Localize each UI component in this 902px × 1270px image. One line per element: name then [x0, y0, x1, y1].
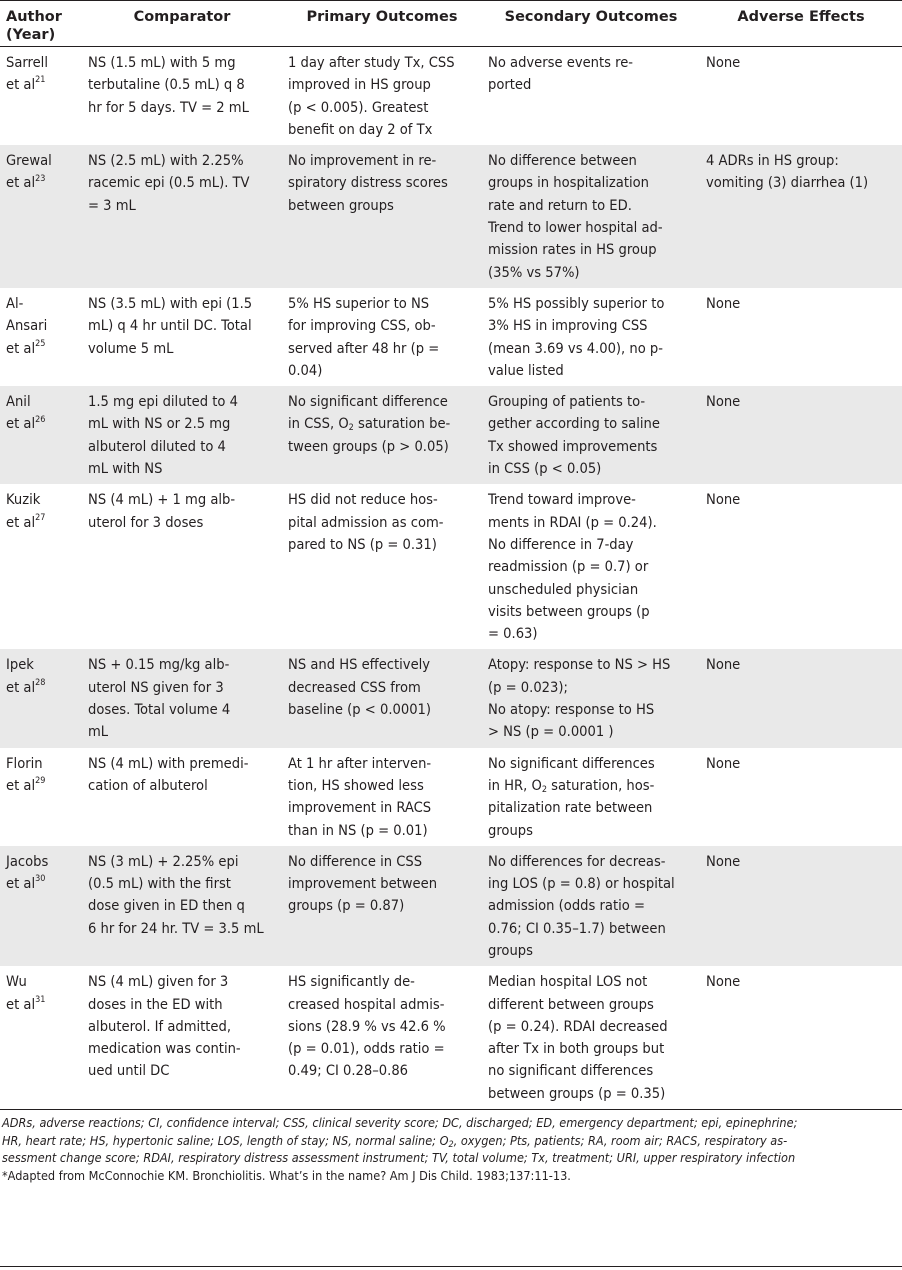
secondary-line: value listed [488, 361, 564, 379]
cell-secondary [482, 649, 700, 747]
table-body [0, 47, 902, 1110]
header-secondary-outcomes: Secondary Outcomes [504, 9, 678, 25]
comparator-line: mL) q 4 hr until DC. Total [88, 317, 252, 335]
reference-number: 30 [35, 874, 46, 885]
primary-line: spiratory distress scores [288, 174, 448, 192]
secondary-line: groups in hospitalization [488, 174, 650, 192]
table-row [0, 846, 902, 966]
cell-secondary [482, 386, 700, 484]
author-line: et $al^{25}$ [6, 338, 46, 357]
comparator-line: volume 5 mL [88, 339, 174, 357]
comparator-line: albuterol diluted to 4 [88, 437, 226, 455]
secondary-line: gether according to saline [488, 415, 660, 433]
header-author [0, 1, 82, 47]
author-line: et $al^{26}$ [6, 414, 46, 433]
reference-number: 27 [35, 512, 46, 523]
adverse-line: None [706, 54, 741, 71]
author-line: Florin [6, 754, 43, 772]
reference-number: 23 [35, 173, 46, 184]
author-line: Grewal [6, 152, 52, 170]
table-row [0, 145, 902, 288]
reference-number: 21 [35, 75, 46, 86]
abbreviation-line: HR, heart rate; HS, hypertonic saline; LOS, length of stay; NS, normal saline; $O_2$, oxygen; Pts, patients; RA, room air; RACS, respiratory as- [2, 1132, 788, 1150]
comparator-line: NS (4 mL) + 1 mg alb- [88, 491, 236, 509]
cell-comparator [82, 47, 282, 146]
cell-comparator [82, 288, 282, 386]
author-line: Al- [6, 294, 24, 312]
primary-line: baseline (p < 0.0001) [288, 701, 432, 719]
comparator-line: 6 hr for 24 hr. TV = 3.5 mL [88, 919, 264, 937]
cell-author [0, 47, 82, 146]
table-header [0, 1, 902, 47]
comparator-line: = 3 mL [88, 196, 136, 214]
comparator-line: ued until DC [88, 1062, 170, 1080]
comparator-line: NS (4 mL) given for 3 [88, 973, 229, 991]
secondary-line: unscheduled physician [488, 580, 639, 598]
author-line: Ansari [6, 317, 48, 335]
author-line: Sarrell [6, 54, 48, 71]
adverse-line: None [706, 656, 741, 674]
table-footnote [0, 1110, 902, 1184]
secondary-line: No difference between [488, 152, 637, 170]
secondary-line: Tx showed improvements [488, 437, 658, 455]
primary-line: served after 48 hr (p = [288, 339, 440, 357]
secondary-line: ported [488, 76, 532, 94]
comparator-line: NS (4 mL) with premedi- [88, 754, 249, 772]
comparator-line: uterol for 3 doses [88, 513, 204, 531]
reference-number: 26 [35, 414, 46, 425]
cell-primary [282, 649, 482, 747]
comparator-line: mL with NS [88, 460, 163, 478]
author-line: Kuzik [6, 491, 41, 509]
comparator-line: NS (3 mL) + 2.25% epi [88, 852, 239, 870]
comparator-line: mL with NS or 2.5 mg [88, 415, 231, 433]
secondary-line: in HR, $O_2$ saturation, hos- [488, 776, 655, 795]
reference-number: 28 [35, 677, 46, 688]
secondary-line: No atopy: response to HS [488, 701, 655, 719]
comparator-line: NS (2.5 mL) with 2.25% [88, 152, 244, 170]
primary-line: No significant difference [288, 393, 448, 411]
secondary-line: after Tx in both groups but [488, 1040, 665, 1058]
reference-number: 31 [35, 994, 46, 1005]
primary-line: in CSS, $O_2$ saturation be- [288, 415, 451, 434]
secondary-line: between groups (p = 0.35) [488, 1084, 666, 1102]
secondary-line: ments in RDAI (p = 0.24). [488, 513, 657, 531]
primary-line: creased hospital admis- [288, 995, 445, 1013]
secondary-line: (p = 0.023); [488, 678, 568, 696]
primary-line: decreased CSS from [288, 678, 421, 696]
adverse-line: None [706, 294, 741, 312]
cell-primary [282, 145, 482, 288]
secondary-line: mission rates in HS group [488, 241, 657, 259]
secondary-line: No difference in 7-day [488, 535, 634, 553]
cell-adverse [700, 649, 902, 747]
cell-comparator [82, 846, 282, 966]
table-row [0, 288, 902, 386]
cell-secondary [482, 846, 700, 966]
primary-line: At 1 hr after interven- [288, 754, 432, 772]
cell-comparator [82, 649, 282, 747]
primary-line: pital admission as com- [288, 513, 444, 531]
reference-number: 25 [35, 338, 46, 349]
secondary-line: groups [488, 941, 533, 959]
primary-line: 5% HS superior to NS [288, 294, 430, 312]
cell-comparator [82, 386, 282, 484]
header-primary-outcomes: Primary Outcomes [306, 9, 458, 25]
table-row [0, 484, 902, 649]
primary-line: benefit on day 2 of Tx [288, 120, 433, 138]
comparator-line: mL [88, 723, 109, 741]
secondary-line: (p = 0.24). RDAI decreased [488, 1017, 668, 1035]
cell-secondary [482, 145, 700, 288]
cell-comparator [82, 145, 282, 288]
primary-line: 0.49; CI 0.28–0.86 [288, 1062, 409, 1080]
primary-line: HS did not reduce hos- [288, 491, 438, 509]
adverse-line: None [706, 973, 741, 991]
primary-line: (p = 0.01), odds ratio = [288, 1040, 445, 1058]
cell-secondary [482, 484, 700, 649]
secondary-line: in CSS (p < 0.05) [488, 460, 602, 478]
secondary-line: admission (odds ratio = [488, 897, 645, 915]
primary-line: groups (p = 0.87) [288, 897, 405, 915]
comparator-line: (0.5 mL) with the first [88, 875, 231, 893]
cell-author [0, 386, 82, 484]
cell-secondary [482, 966, 700, 1109]
author-line: et $al^{21}$ [6, 75, 46, 94]
comparator-line: cation of albuterol [88, 776, 208, 794]
cell-primary [282, 47, 482, 146]
primary-line: between groups [288, 196, 394, 214]
secondary-line: = 0.63) [488, 625, 538, 643]
cell-adverse [700, 966, 902, 1109]
cell-adverse [700, 484, 902, 649]
cell-adverse [700, 47, 902, 146]
secondary-line: > NS (p = 0.0001 ) [488, 723, 614, 741]
primary-line: No improvement in re- [288, 152, 437, 170]
cell-primary [282, 386, 482, 484]
primary-line: No difference in CSS [288, 852, 423, 870]
secondary-line: visits between groups (p [488, 602, 650, 620]
author-line: et $al^{31}$ [6, 994, 46, 1013]
author-line: et $al^{27}$ [6, 512, 46, 531]
adverse-line: None [706, 754, 741, 772]
abbreviation-line: ADRs, adverse reactions; CI, confidence interval; CSS, clinical severity score; DC, discharged; ED, emergency department; epi, epinephrine; [2, 1115, 798, 1131]
author-line: Jacobs [6, 852, 49, 870]
adverse-line: 4 ADRs in HS group: [706, 152, 839, 170]
adverse-line: vomiting (3) diarrhea (1) [706, 174, 869, 192]
table-row [0, 649, 902, 747]
secondary-line: No differences for decreas- [488, 852, 666, 870]
primary-line: NS and HS effectively [288, 656, 431, 674]
comparator-line: doses in the ED with [88, 995, 223, 1013]
cell-comparator [82, 484, 282, 649]
primary-line: improvement between [288, 875, 438, 893]
table-row [0, 386, 902, 484]
comparator-line: racemic epi (0.5 mL). TV [88, 174, 250, 192]
primary-line: pared to NS (p = 0.31) [288, 535, 437, 553]
author-line: Ipek [6, 656, 34, 674]
cell-author [0, 649, 82, 747]
table-row [0, 966, 902, 1109]
cell-primary [282, 484, 482, 649]
primary-line: 1 day after study Tx, CSS [288, 54, 455, 71]
secondary-line: Atopy: response to NS > HS [488, 656, 671, 674]
cell-comparator [82, 966, 282, 1109]
table-row [0, 47, 902, 146]
secondary-line: (mean 3.69 vs 4.00), no p- [488, 339, 663, 357]
secondary-line: Trend to lower hospital ad- [488, 219, 663, 237]
cell-secondary [482, 748, 700, 846]
author-line: et $al^{23}$ [6, 173, 46, 192]
cell-adverse [700, 288, 902, 386]
cell-adverse [700, 145, 902, 288]
primary-line: sions (28.9 % vs 42.6 % [288, 1017, 446, 1035]
secondary-line: readmission (p = 0.7) or [488, 558, 649, 576]
cell-secondary [482, 288, 700, 386]
author-line: et $al^{30}$ [6, 874, 46, 893]
primary-line: (p < 0.005). Greatest [288, 98, 429, 116]
bottom-rule [0, 1266, 902, 1267]
primary-line: improved in HS group [288, 76, 431, 94]
adverse-line: None [706, 491, 741, 509]
author-line: Anil [6, 393, 31, 411]
header-author-line: Author [6, 9, 62, 25]
secondary-line: rate and return to ED. [488, 196, 632, 214]
cell-primary [282, 846, 482, 966]
cell-author [0, 966, 82, 1109]
secondary-line: (35% vs 57%) [488, 263, 580, 281]
cell-adverse [700, 846, 902, 966]
comparator-line: uterol NS given for 3 [88, 678, 224, 696]
cell-secondary [482, 47, 700, 146]
cell-primary [282, 288, 482, 386]
primary-line: 0.04) [288, 361, 323, 379]
comparator-line: hr for 5 days. TV = 2 mL [88, 98, 249, 116]
author-line: et $al^{29}$ [6, 776, 46, 794]
cell-primary [282, 966, 482, 1109]
comparator-line: albuterol. If admitted, [88, 1017, 232, 1035]
header-adverse-effects: Adverse Effects [737, 9, 865, 25]
cell-author [0, 748, 82, 846]
secondary-line: 3% HS in improving CSS [488, 317, 648, 335]
secondary-line: groups [488, 821, 533, 839]
adverse-line: None [706, 852, 741, 870]
cell-author [0, 846, 82, 966]
primary-line: HS significantly de- [288, 973, 415, 991]
cell-adverse [700, 386, 902, 484]
cell-adverse [700, 748, 902, 846]
secondary-line: ing LOS (p = 0.8) or hospital [488, 875, 675, 893]
secondary-line: No significant differences [488, 754, 655, 772]
comparator-line: medication was contin- [88, 1040, 241, 1058]
secondary-line: pitalization rate between [488, 799, 653, 817]
secondary-line: Trend toward improve- [488, 491, 636, 509]
source-citation: *Adapted from McConnochie KM. Bronchiolitis. What’s in the name? Am J Dis Child. 1983;137:11-13. [2, 1167, 571, 1183]
primary-line: for improving CSS, ob- [288, 317, 436, 335]
cell-primary [282, 748, 482, 846]
primary-line: than in NS (p = 0.01) [288, 821, 428, 839]
primary-line: tion, HS showed less [288, 776, 424, 794]
secondary-line: 0.76; CI 0.35–1.7) between [488, 919, 666, 937]
primary-line: improvement in RACS [288, 799, 432, 817]
author-line: Wu [6, 973, 27, 991]
primary-line: tween groups (p > 0.05) [288, 437, 449, 455]
cell-author [0, 484, 82, 649]
header-year-line: (Year) [6, 27, 56, 43]
comparator-line: dose given in ED then q [88, 897, 245, 915]
cell-author [0, 288, 82, 386]
table-row [0, 748, 902, 846]
comparator-line: 1.5 mg epi diluted to 4 [88, 393, 238, 411]
author-line: et $al^{28}$ [6, 677, 46, 696]
secondary-line: Median hospital LOS not [488, 973, 648, 991]
cell-comparator [82, 748, 282, 846]
comparator-line: NS + 0.15 mg/kg alb- [88, 656, 230, 674]
reference-number: 29 [35, 776, 46, 787]
comparator-line: NS (3.5 mL) with epi (1.5 [88, 294, 253, 312]
abbreviations-note [2, 1114, 900, 1167]
secondary-line: no significant differences [488, 1062, 654, 1080]
adverse-line: None [706, 393, 741, 411]
cell-author [0, 145, 82, 288]
secondary-line: 5% HS possibly superior to [488, 294, 665, 312]
comparator-line: terbutaline (0.5 mL) q 8 [88, 76, 245, 94]
comparator-line: doses. Total volume 4 [88, 701, 231, 719]
comparator-line: NS (1.5 mL) with 5 mg [88, 54, 236, 71]
abbreviation-line: sessment change score; RDAI, respiratory distress assessment instrument; TV, total volume; Tx, treatment; URI, upper respiratory infection [2, 1150, 796, 1166]
secondary-line: No adverse events re- [488, 54, 634, 71]
secondary-line: different between groups [488, 995, 654, 1013]
secondary-line: Grouping of patients to- [488, 393, 646, 411]
header-comparator: Comparator [133, 9, 231, 25]
